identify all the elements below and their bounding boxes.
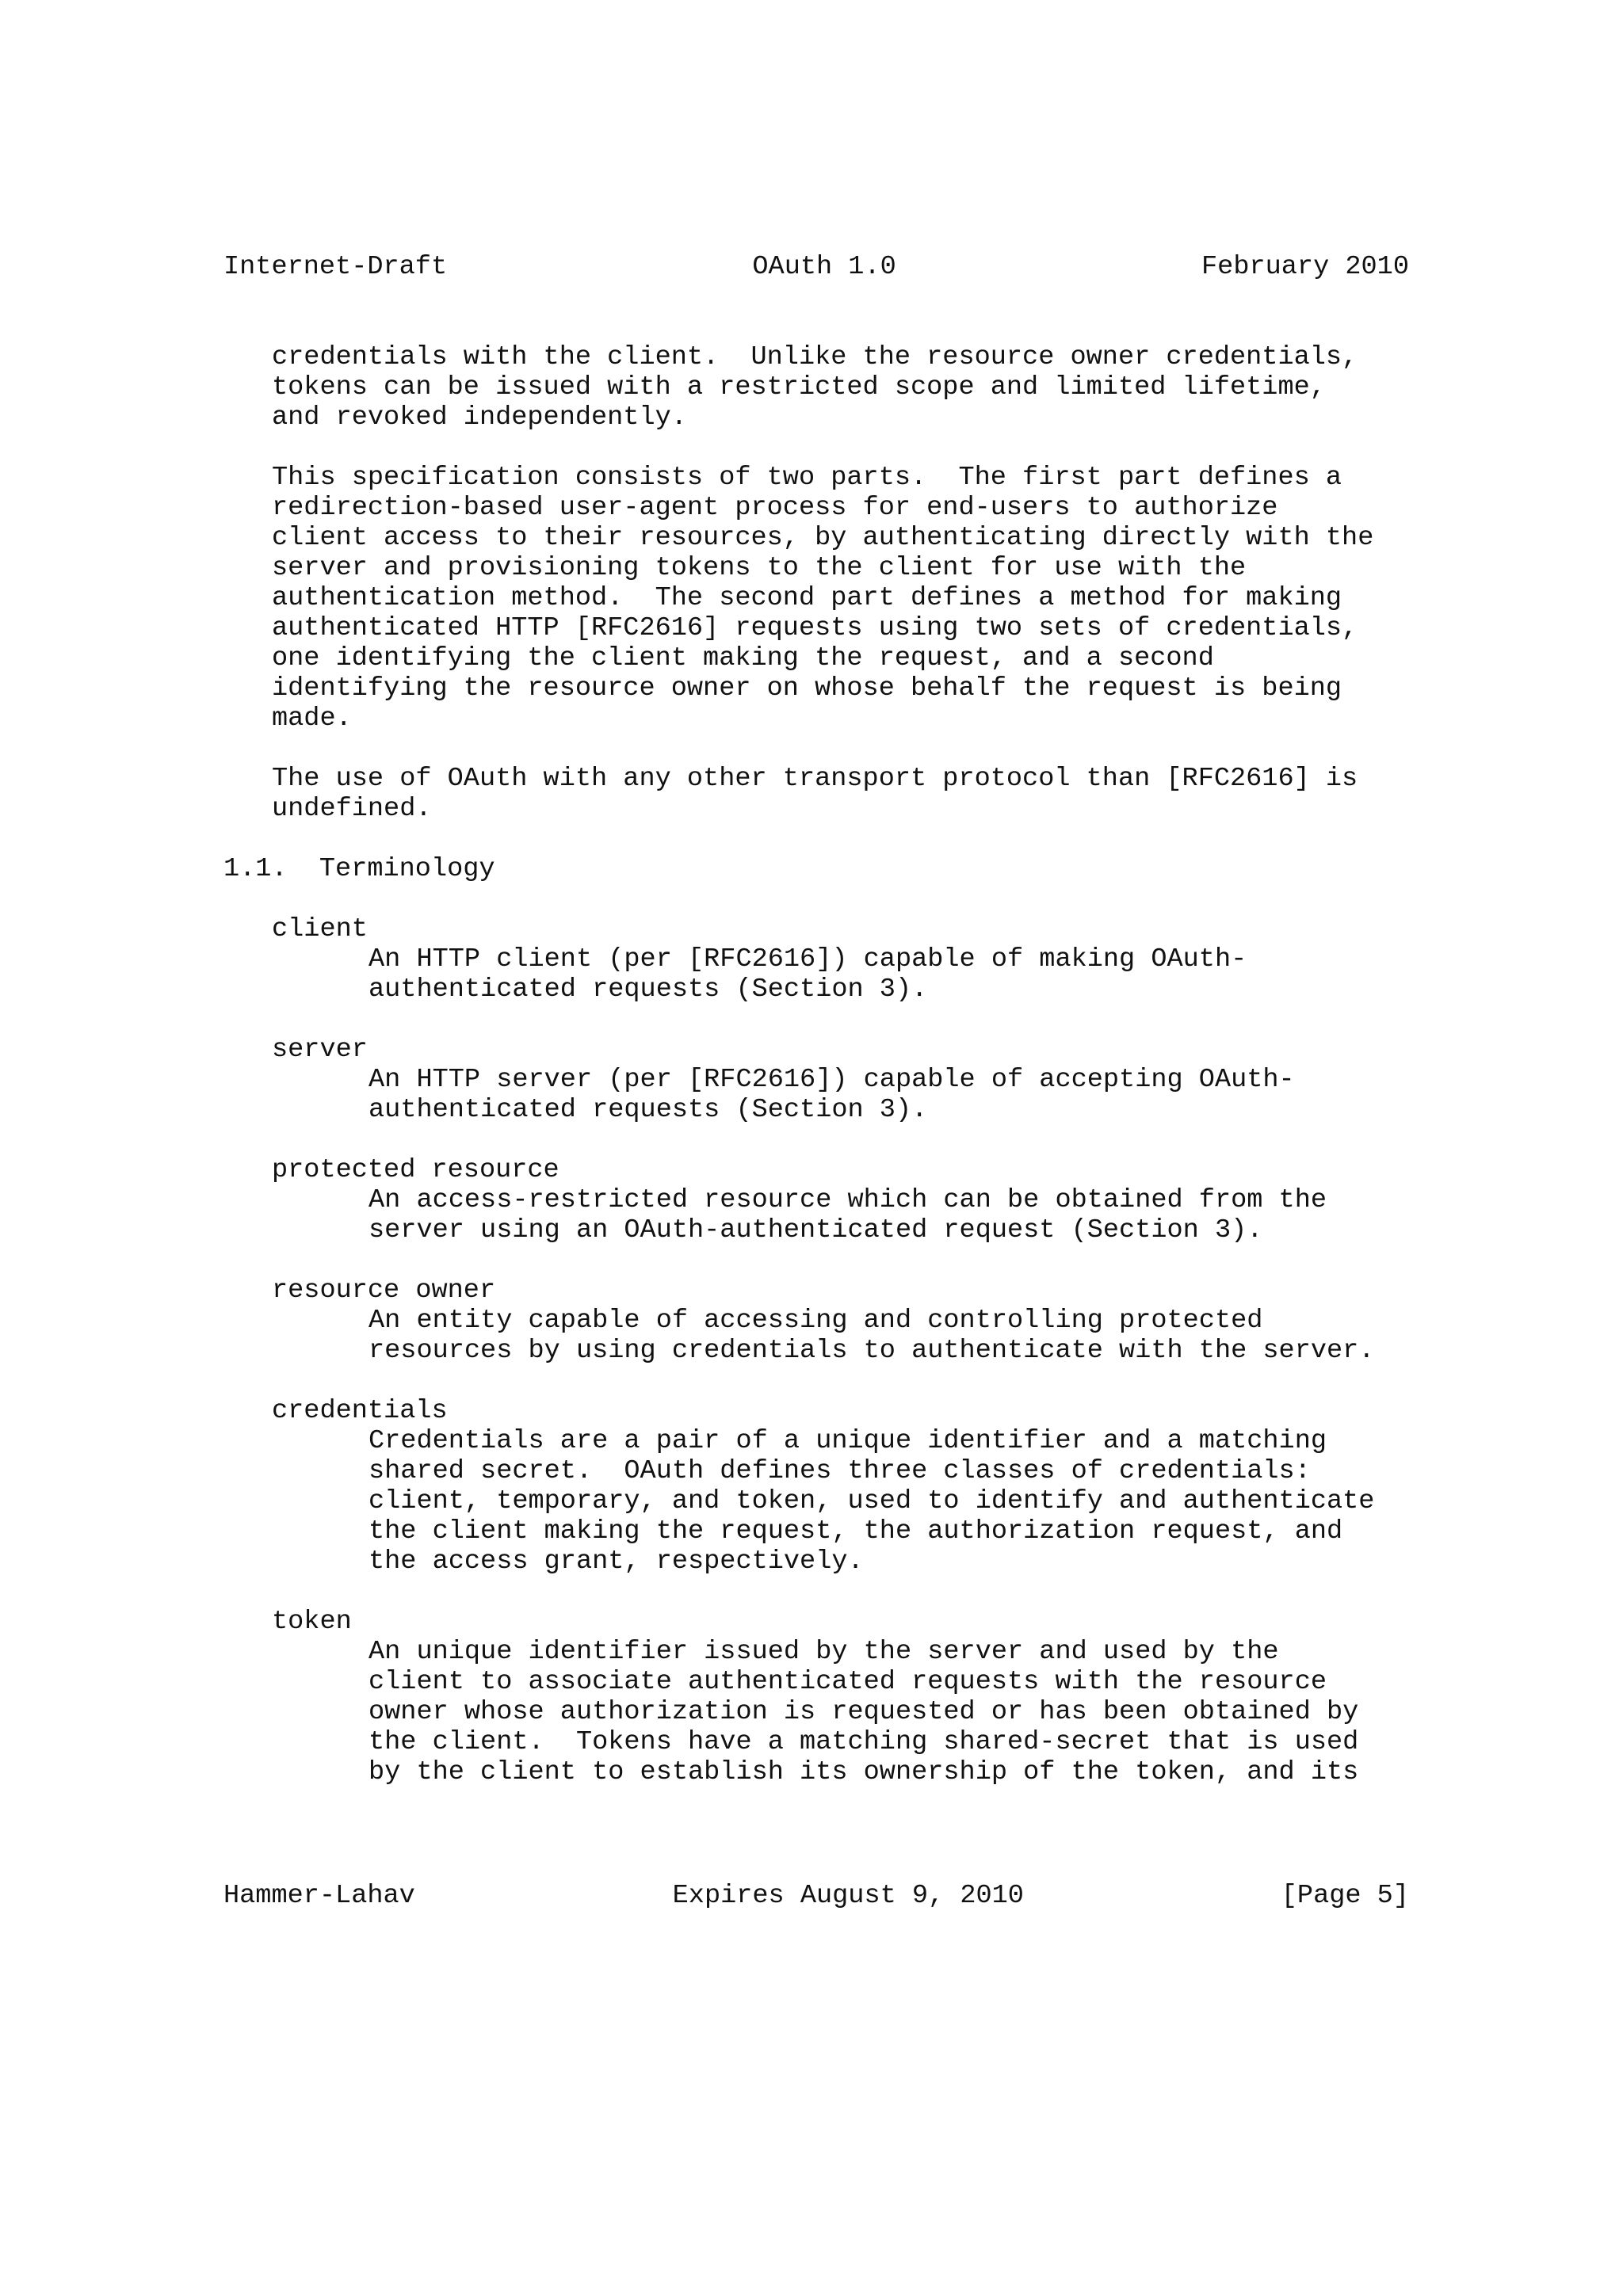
definition-line: authenticated requests (Section 3). bbox=[369, 974, 928, 1005]
definition-line: the client making the request, the authorization request, and bbox=[369, 1516, 1343, 1547]
definition-line: shared secret. OAuth defines three classes of credentials: bbox=[369, 1456, 1311, 1486]
header-title: OAuth 1.0 bbox=[752, 252, 896, 282]
definition-line: server using an OAuth-authenticated request (Section 3). bbox=[369, 1215, 1263, 1245]
definition-line: An HTTP client (per [RFC2616]) capable of making OAuth- bbox=[369, 944, 1247, 974]
text-line: server and provisioning tokens to the client for use with the bbox=[272, 553, 1247, 583]
text-line: made. bbox=[272, 704, 352, 734]
header-date: February 2010 bbox=[1201, 252, 1409, 282]
definition-line: client to associate authenticated requests with the resource bbox=[369, 1667, 1327, 1697]
definition-line: An HTTP server (per [RFC2616]) capable of accepting OAuth- bbox=[369, 1065, 1295, 1095]
definition-line: by the client to establish its ownership of the token, and its bbox=[369, 1757, 1359, 1787]
term-name: protected resource bbox=[272, 1155, 559, 1185]
text-line: This specification consists of two parts. The first part defines a bbox=[272, 463, 1342, 493]
term-name: client bbox=[272, 914, 368, 944]
intro-paragraph-1 bbox=[223, 342, 1428, 433]
term-name: token bbox=[272, 1607, 352, 1637]
footer-page-number: [Page 5] bbox=[1281, 1881, 1409, 1911]
page-body bbox=[223, 342, 1428, 1787]
term-name: resource owner bbox=[272, 1276, 496, 1306]
page-header bbox=[223, 252, 1409, 282]
term-definition bbox=[223, 1276, 1428, 1366]
definition-line: An entity capable of accessing and controlling protected bbox=[369, 1306, 1263, 1336]
text-line: authentication method. The second part defines a method for making bbox=[272, 583, 1342, 613]
definition-line: owner whose authorization is requested or has been obtained by bbox=[369, 1697, 1359, 1727]
text-line: client access to their resources, by authenticating directly with the bbox=[272, 523, 1374, 553]
definition-line: the client. Tokens have a matching shared-secret that is used bbox=[369, 1727, 1359, 1757]
term-definition bbox=[223, 1035, 1428, 1125]
term-definition bbox=[223, 914, 1428, 1005]
text-line: The use of OAuth with any other transport protocol than [RFC2616] is bbox=[272, 764, 1358, 794]
term-name: server bbox=[272, 1035, 368, 1065]
text-line: redirection-based user-agent process for end-users to authorize bbox=[272, 493, 1278, 523]
footer-expiry: Expires August 9, 2010 bbox=[672, 1881, 1024, 1911]
footer-author: Hammer-Lahav bbox=[223, 1881, 415, 1911]
definition-line: An unique identifier issued by the server and used by the bbox=[369, 1637, 1279, 1667]
term-definition bbox=[223, 1607, 1428, 1787]
definition-line: An access-restricted resource which can be obtained from the bbox=[369, 1185, 1327, 1215]
text-line: authenticated HTTP [RFC2616] requests using two sets of credentials, bbox=[272, 613, 1358, 643]
header-doc-type: Internet-Draft bbox=[223, 252, 448, 282]
term-name: credentials bbox=[272, 1396, 448, 1426]
definition-line: authenticated requests (Section 3). bbox=[369, 1095, 928, 1125]
term-definition bbox=[223, 1155, 1428, 1245]
text-line: identifying the resource owner on whose behalf the request is being bbox=[272, 673, 1342, 704]
definition-line: the access grant, respectively. bbox=[369, 1547, 864, 1577]
section-heading: 1.1. Terminology bbox=[223, 854, 495, 884]
page-footer bbox=[223, 1881, 1409, 1911]
definition-line: client, temporary, and token, used to identify and authenticate bbox=[369, 1486, 1375, 1516]
definition-line: Credentials are a pair of a unique identifier and a matching bbox=[369, 1426, 1327, 1456]
intro-paragraph-3 bbox=[223, 764, 1428, 824]
term-definition bbox=[223, 1396, 1428, 1577]
intro-paragraph-2 bbox=[223, 463, 1428, 734]
text-line: credentials with the client. Unlike the resource owner credentials, bbox=[272, 342, 1358, 372]
text-line: and revoked independently. bbox=[272, 402, 687, 433]
text-line: one identifying the client making the request, and a second bbox=[272, 643, 1214, 673]
text-line: undefined. bbox=[272, 794, 432, 824]
text-line: tokens can be issued with a restricted scope and limited lifetime, bbox=[272, 372, 1326, 402]
definition-line: resources by using credentials to authenticate with the server. bbox=[369, 1336, 1375, 1366]
